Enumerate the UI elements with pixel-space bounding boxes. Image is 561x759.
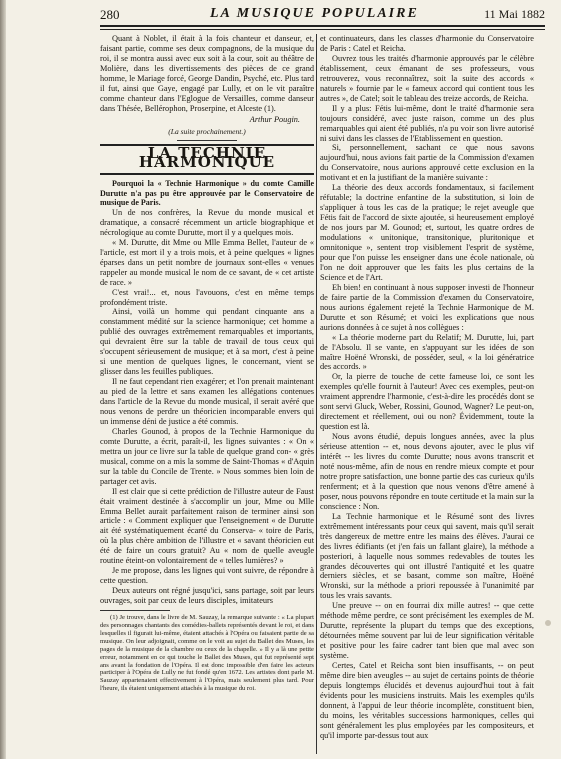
article-subheading: Pourquoi la « Technie Harmonique » du comte Camille Durutte n'a pas pu être approuvée par le Conservatoire de musique de Paris. xyxy=(100,179,314,208)
page-binding-shadow xyxy=(0,0,6,759)
journal-title: LA MUSIQUE POPULAIRE xyxy=(210,6,419,21)
article-paragraph: La théorie des deux accords fondamentaux, si facilement réfutable; la doctrine enfantine de la substitution, si loin de s'appliquer à tous les cas de la pratique; le rejet aveugle que Fétis fait de l'accord de sixte ajoutée, si heureusement employé de nos jours par M. Gounod; et, surtout, les quatre ordres de modulations « unitonique, transitonique, pluritonique et omnitonique », sentent trop visiblement l'esprit de système, pour que l'on puisse les enseigner dans une école nationale, où l'on ne doit approuver que les faits les plus certains de la Science et de l'Art. xyxy=(320,183,534,282)
column-divider xyxy=(316,34,317,754)
article-paragraph: Il ne faut cependant rien exagérer; et l'on prenait maintenant au pied de la lettre et sans examen les allégations contenues dans l'article de la Revue du monde musical, il serait avéré que nous venons de perdre un théoricien incomparable envers qui un immense déni de justice a été commis. xyxy=(100,377,314,426)
article-paragraph: Je me propose, dans les lignes qui vont suivre, de répondre à cette question. xyxy=(100,566,314,586)
article-paragraph: La Technie harmonique et le Résumé sont des livres extrêmement intéressants pour ceux qui savent, mais qu'il serait très dangereux de mettre entre les mains des élèves. J'aurai ce des livres édifiants (et j'en fais un fallant glaire), la méthode a posteriori, à laquelle nous sommes redevables de toutes les grandes découvertes qui ont illustré l'antiquité et les quatre derniers siècles, et se basant, comme son maître, Hoëné Wronski, sur la méthode a priori repoussée à l'unanimité par tous les vrais savants. xyxy=(320,511,534,601)
article-paragraph: Or, la pierre de touche de cette fameuse loi, ce sont les exemples qu'elle fournit à l'auteur! Avec ces exemples, peut-on vraiment apprendre l'harmonie, c'est-à-dire les procédés dont se sont servi Gluck, Weber, Rossini, Gounod, Wagner? Le peut-on, directement et réellement, oui ou non? Évidemment, toute la question est là. xyxy=(320,372,534,432)
article-paragraph: Deux auteurs ont régné jusqu'ici, sans partage, soit par leurs ouvrages, soit par ceux de leurs disciples, imitateurs xyxy=(100,586,314,606)
page-number: 280 xyxy=(100,7,120,22)
article-paragraph: « M. Durutte, dit Mme ou Mlle Emma Bellet, l'auteur de « l'article, est mort il y a trois mois, et à peine quelques « lignes éparses dans un petit nombre de journaux sont-elles « venues rappeler au monde musical le nom de ce savant, de « cet artiste de race. » xyxy=(100,237,314,287)
article-paragraph: Il y a plus: Fétis lui-même, dont le traité d'harmonie sera toujours considéré, avec juste raison, comme un des plus remarquables qui aient été publiés, n'a pu voir son livre autorisé ni suivi dans les classes de l'Etablissement en question. xyxy=(320,103,534,143)
footnote xyxy=(100,614,314,693)
article-paragraph: Une preuve -- on en fourrai dix mille autres! -- que cette méthode même perdre, ce sont précisément les exemples de M. Durutte, représente la plupart du temps que des exceptions, détournées même souvent par lui de leur signification véritable et positive pour les faire cadrer tant bien que mal avec son système. xyxy=(320,601,534,661)
article-paragraph: Charles Gounod, à propos de la Technie Harmonique du comte Durutte, a écrit, paraît-il, les lignes suivantes : « On « mettra un jour ce livre sur la table de quelque grand con- « grès musical, comme on a mis la somme de Saint-Thomas « d'Aquin sur la table du Concile de Trente. » Nous sommes bien loin de partager cet avis. xyxy=(100,426,314,486)
article-paragraph: Ouvrez tous les traités d'harmonie approuvés par le célèbre établissement, ceux émanant de ses professeurs, vous retrouverez, vous reconnaîtrez, soit la suite des accords « naturels » fournie par le « fameux accord qui contient tous les autres », de Catel; soit le tableau des treize accords, de Reicha. xyxy=(320,53,534,103)
right-column xyxy=(320,34,534,741)
article-paragraph: Eh bien! en continuant à nous supposer investi de l'honneur de faire partie de la Commission d'examen du Conservatoire, nous aurions également rejeté la Technie Harmonique de M. Durutte et son Résumé; et voici les explications que nous aurions données à ce sujet à nos collègues : xyxy=(320,282,534,332)
article-paragraph: Il est clair que si cette prédiction de l'illustre auteur de Faust était vraiment destinée à s'accomplir un jour, Mme ou Mlle Emma Bellet aurait parfaitement raison de terminer ainsi son article : « Comment expliquer que l'enseignement « de Durutte ait été systématiquement écarté du Conserva- « toire de Paris, où la plus chère ambition de l'illustre et « savant théoricien eut été de faire un cours gratuit? Au « nom de quelle aveugle routine éteint-on volontairement de « telles lumières? » xyxy=(100,486,314,566)
intro-paragraph: Quant à Noblet, il était à la fois chanteur et danseur, et, faisant partie, comme ses deux compagnons, de la musique du roi, il se montra aussi avec eux soit à la cour, soit au théâtre de Molière, dans les divertissements des pièces de ce grand homme, le Mariage forcé, George Dandin, Psyché, etc. Plus tard il fut, ainsi que Gaye, engagé par Lully, et on le vit paraître comme chanteur dans l'Eglogue de Versailles, comme danseur dans Thésée, Bellérophon, Proserpine, et Alceste (1). xyxy=(100,34,314,113)
article-paragraph: « La théorie moderne part du Relatif; M. Durutte, lui, part de l'Absolu. Il se vante, en s'appuyant sur les idées de son maître Hoëné Wronski, de posséder, seul, « la loi génératrice des accords. » xyxy=(320,332,534,372)
left-column xyxy=(100,34,314,693)
article-paragraph: Nous avons étudié, depuis longues années, avec la plus sérieuse attention -- et, nous devons ajouter, avec le plus vif intérêt -- les livres du comte Durutte; nous avons transcrit et noté nous-même, afin de nous en rendre mieux compte et pour notre propre satisfaction, une bonne partie des cas curieux qu'ils renferment; et à la question que nous venons d'être amené à poser, nous pouvons répondre en toute certitude et la main sur la conscience : Non. xyxy=(320,432,534,511)
page-blemish xyxy=(545,620,551,626)
article-paragraph: C'est vrai!... et, nous l'avouons, c'est en même temps profondément triste. xyxy=(100,287,314,307)
footnote-text: (1) Je trouve, dans le livre de M. Sauzay, la remarque suivante : « La plupart des personnages chantants des comédies-ballets représentés devant le roi, et dans lesquelles il figurait lui-même, étaient attachés à l'Opéra ou faisaient partie de sa musique. On leur adjoignait, comme on le voit au sujet du Ballet des Muses, les pages de la musique de la chambre ou ceux de la chapelle. » Il y a là une petite erreur, notamment en ce qui touche le Ballet des Muses, qui fut représenté sept ans avant la fondation de l'Opéra. Il est donc impossible d'en faire les acteurs participer à l'Opéra de Lully ne fut fondé qu'en 1672. Les artistes dont parle M. Sauzay appartenaient effectivement à l'Opéra, mais seulement plus tard. Pour l'heure, ils étaient uniquement attachés à la musique du roi. xyxy=(100,614,314,693)
section-title: LA TECHNIE HARMONIQUE xyxy=(138,143,276,172)
issue-date: 11 Mai 1882 xyxy=(484,7,545,21)
article-paragraph: Un de nos confrères, la Revue du monde musical et dramatique, a consacré récemment un article biographique et nécrologique au comte Durutte, mort il y a quelques mois. xyxy=(100,207,314,237)
page-header xyxy=(100,6,545,24)
continuation-note: (La suite prochainement.) xyxy=(168,126,246,136)
author-signature: Arthur Pougin. xyxy=(249,114,300,124)
article-paragraph: Ainsi, voilà un homme qui pendant cinquante ans a constamment médité sur la science harmonique; cet homme a publié des ouvrages extrêmement remarquables et importants, qui devraient être sur la table de travail de tous ceux qui s'occupent sérieusement de musique; et à sa mort, c'est à peine si une mention de quelques lignes, le concernant, vient se glisser dans les feuilles publiques. xyxy=(100,307,314,377)
article-paragraph: Certes, Catel et Reicha sont bien insuffisants, -- on peut même dire bien aveugles -- au sujet de certains points de théorie depuis longtemps élucidés et devenus aujourd'hui tout à fait évidents pour les musiciens instruits. Mais les exemples qu'ils donnent, à l'appui de leur théorie incomplète, constituent bien, du moins, les véritables successions harmoniques, celles qui sont généralement les plus employées par les compositeurs, et qu'il importe par-dessus tout aux xyxy=(320,661,534,740)
article-paragraph: et continuateurs, dans les classes d'harmonie du Conservatoire de Paris : Catel et Reicha. xyxy=(320,34,534,53)
header-rule-thin xyxy=(100,29,545,30)
footnote-rule xyxy=(100,610,170,611)
section-separator xyxy=(177,140,237,141)
article-paragraph: Si, personnellement, sachant ce que nous savons aujourd'hui, nous avions fait partie de la Commission d'examen du Conservatoire, nous aurions approuvé cette exclusion en la motivant et en la justifiant de la manière suivante : xyxy=(320,143,534,183)
header-rule-thick xyxy=(100,25,545,27)
section-title-box xyxy=(100,144,314,176)
